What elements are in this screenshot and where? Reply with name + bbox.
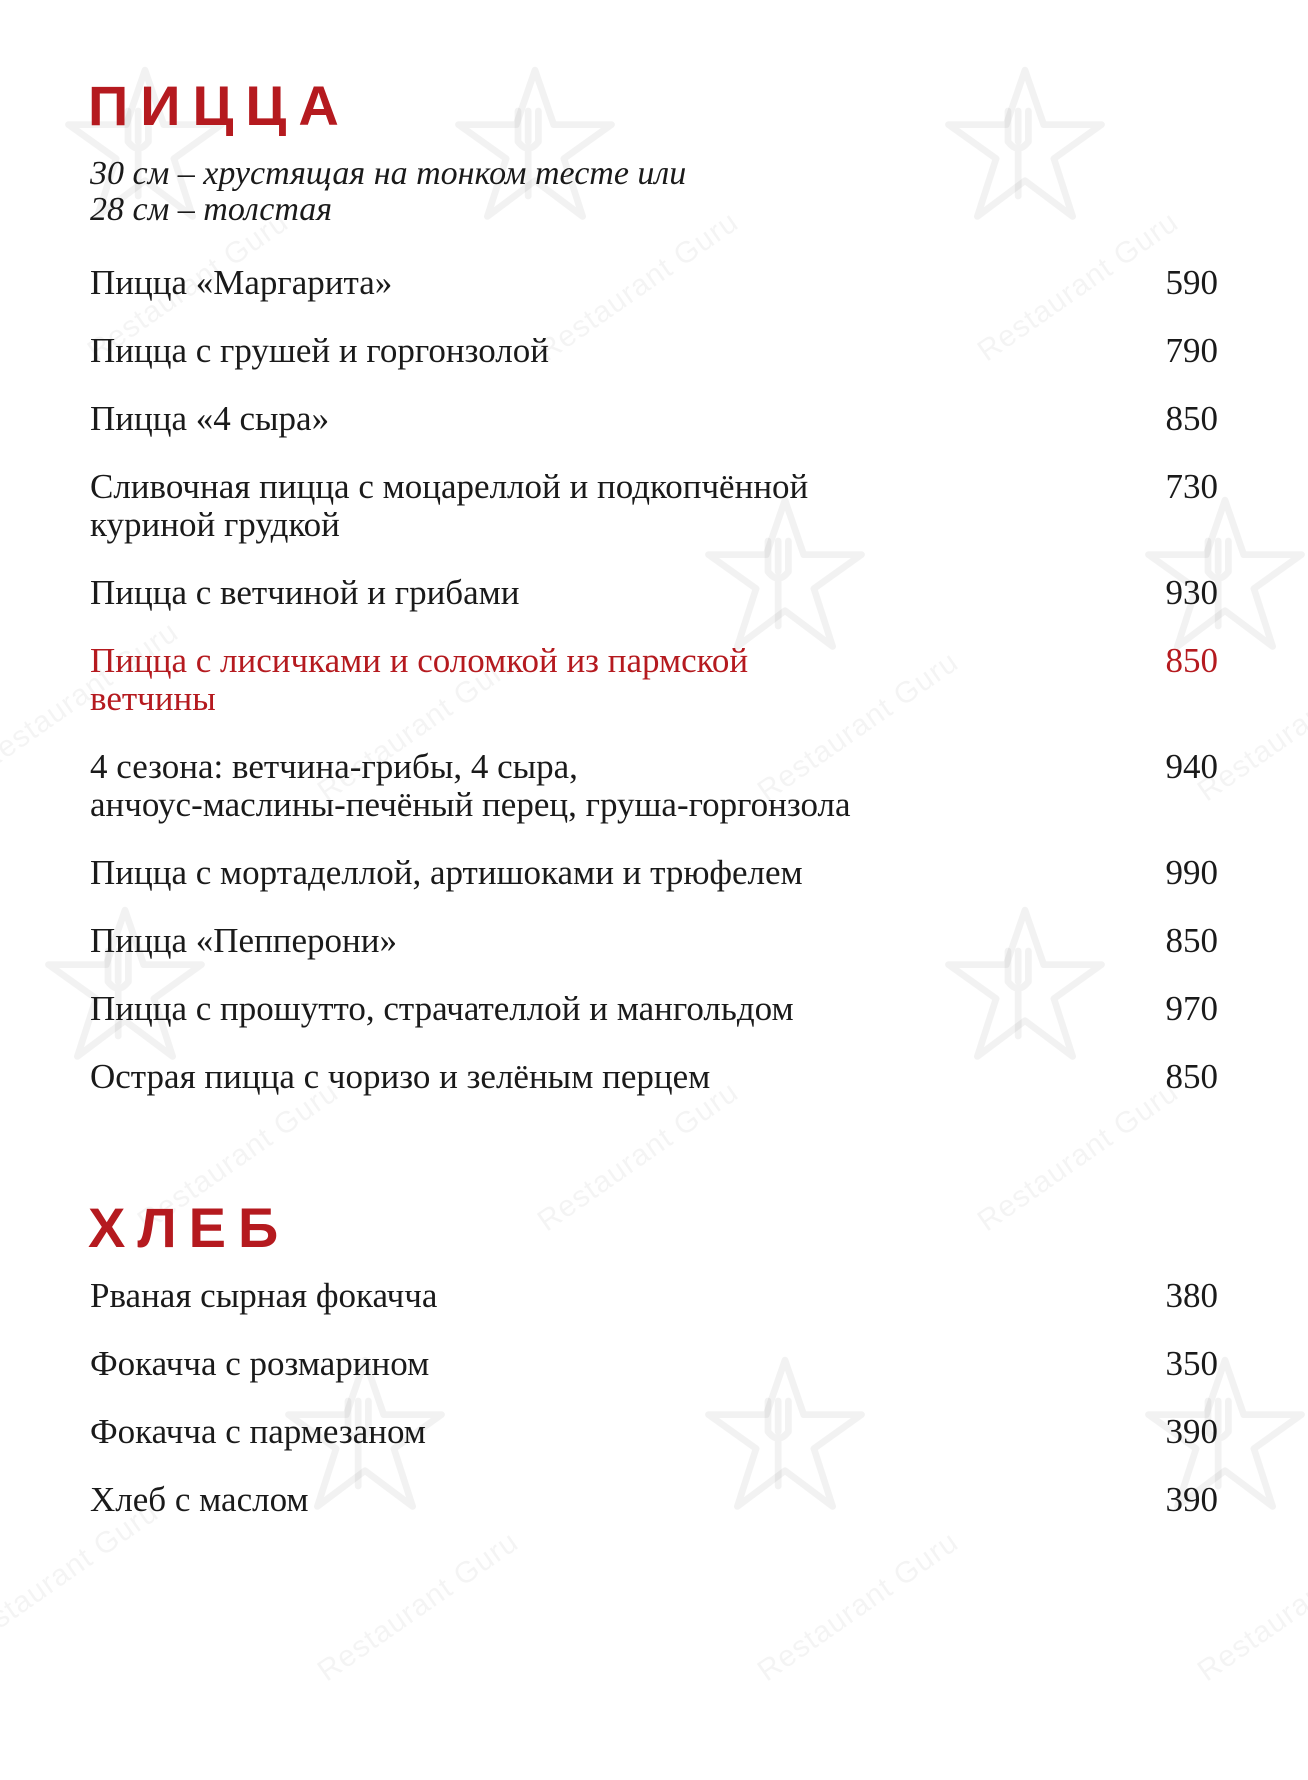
menu-item — [90, 854, 1218, 892]
menu-item — [90, 748, 1218, 824]
item-price: 990 — [1165, 853, 1218, 892]
pizza-size-note — [90, 156, 686, 228]
item-name: Хлеб с маслом — [90, 1480, 309, 1519]
item-price: 590 — [1165, 263, 1218, 302]
item-price: 390 — [1165, 1480, 1218, 1519]
item-price: 850 — [1165, 1057, 1218, 1096]
menu-item — [90, 990, 1218, 1028]
menu-item — [90, 1413, 1218, 1451]
item-price: 930 — [1165, 573, 1218, 612]
item-name: Пицца «4 сыра» — [90, 399, 330, 438]
bread-menu-list — [90, 1277, 1218, 1549]
menu-item — [90, 468, 1218, 544]
item-price: 940 — [1165, 747, 1218, 786]
item-price: 850 — [1165, 399, 1218, 438]
item-price: 790 — [1165, 331, 1218, 370]
item-name: Пицца с прошутто, страчателлой и мангольдом — [90, 989, 794, 1028]
pizza-size-note-line-2: 28 см – толстая — [90, 191, 333, 228]
item-price: 970 — [1165, 989, 1218, 1028]
menu-item — [90, 574, 1218, 612]
item-name: Пицца с мортаделлой, артишоками и трюфелем — [90, 853, 803, 892]
item-name: Острая пицца с чоризо и зелёным перцем — [90, 1057, 711, 1096]
pizza-size-note-line-1: 30 см – хрустящая на тонком тесте или — [90, 155, 687, 192]
item-price: 850 — [1165, 641, 1218, 680]
item-price: 730 — [1165, 467, 1218, 506]
item-price: 390 — [1165, 1412, 1218, 1451]
item-name: Пицца с лисичками и соломкой из пармской ветчины — [90, 641, 749, 718]
item-name: Пицца «Маргарита» — [90, 263, 393, 302]
item-name: Пицца «Пепперони» — [90, 921, 398, 960]
menu-item — [90, 264, 1218, 302]
item-name: Фокачча с пармезаном — [90, 1412, 426, 1451]
item-price: 850 — [1165, 921, 1218, 960]
bread-section-title: ХЛЕБ — [88, 1196, 291, 1259]
item-price: 380 — [1165, 1276, 1218, 1315]
menu-item-highlighted — [90, 642, 1218, 718]
menu-item — [90, 332, 1218, 370]
item-price: 350 — [1165, 1344, 1218, 1383]
item-name: Фокачча с розмарином — [90, 1344, 430, 1383]
menu-item — [90, 1481, 1218, 1519]
pizza-menu-list — [90, 264, 1218, 1126]
menu-item — [90, 1345, 1218, 1383]
item-name: 4 сезона: ветчина-грибы, 4 сыра, анчоус-маслины-печёный перец, груша-горгонзола — [90, 747, 851, 824]
item-name: Рваная сырная фокачча — [90, 1276, 438, 1315]
item-name: Пицца с грушей и горгонзолой — [90, 331, 549, 370]
menu-item — [90, 922, 1218, 960]
menu-item — [90, 1277, 1218, 1315]
item-name: Сливочная пицца с моцареллой и подкопчённой куриной грудкой — [90, 467, 809, 544]
pizza-section-title: ПИЦЦА — [88, 74, 351, 137]
menu-item — [90, 400, 1218, 438]
menu-item — [90, 1058, 1218, 1096]
item-name: Пицца с ветчиной и грибами — [90, 573, 520, 612]
